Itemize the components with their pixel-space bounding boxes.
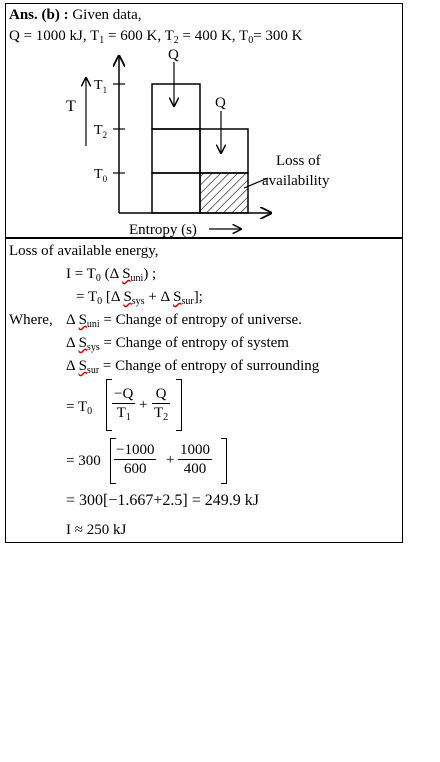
eq4-right-bracket: [221, 438, 227, 484]
rect-t0-base-left: [152, 173, 200, 213]
eq-irreversibility: $I = T_0$ (Δ $S_{uni}$) ;: [66, 266, 157, 284]
hatched-loss-area: [200, 173, 248, 213]
given-values: [9, 27, 303, 45]
heat-label-2: Q: [215, 95, 226, 111]
loss-label-line2: availability: [262, 173, 330, 189]
eq3-fraction-2: $\frac{Q}{T_2}$: [154, 386, 169, 423]
eq3-plus: +: [139, 397, 148, 413]
loss-label-line1: Loss of: [276, 153, 321, 169]
tick-label-t1: $T_1$: [94, 78, 108, 95]
solution-intro: Loss of available energy,: [9, 243, 159, 259]
rect-t1-t2: [152, 84, 200, 129]
rect-t2-t0-right: [200, 129, 248, 173]
eq-entropy-sum: = $T_0$ [Δ $S_{sys} + \Delta$ $S_{sur}$];: [76, 289, 203, 307]
eq4-prefix: = 300: [66, 453, 101, 469]
where-label: Where,: [9, 312, 53, 328]
definition-sur: Δ $S_{sur}$ = Change of entropy of surrounding: [66, 358, 320, 376]
given-t0: $T_0= 300$ K: [239, 28, 303, 46]
eq4-plus: +: [166, 452, 175, 468]
given-data-panel: [5, 3, 403, 238]
given-t1: $T_1 = 600$ K,: [90, 28, 162, 46]
eq3-fraction-1: $\frac{-Q}{T_1}$: [114, 386, 134, 423]
definition-uni: Δ $S_{uni}$ = Change of entropy of universe.: [66, 312, 302, 330]
rect-t2-t0-left: [152, 129, 200, 173]
tick-label-t0: $T_0$: [94, 167, 108, 184]
given-q: Q = 1000 kJ,: [9, 28, 87, 44]
answer-heading: [9, 6, 141, 24]
answer-label: Ans. (b) :: [9, 7, 69, 23]
x-axis-label: Entropy (s): [129, 222, 197, 238]
solution-panel: [5, 238, 403, 543]
heat-label-1: Q: [168, 48, 179, 63]
given-t2: $T_2 = 400$ K,: [164, 28, 236, 46]
tick-label-t2: $T_2$: [94, 123, 108, 140]
eq4-fraction-2: $\frac{1000}{400}$: [180, 442, 210, 477]
final-result: I ≈ 250 kJ: [66, 522, 127, 538]
eq4-fraction-1: $\frac{-1000}{600}$: [116, 442, 155, 477]
y-axis-label: T: [66, 98, 76, 115]
eq3-right-bracket: [176, 379, 182, 431]
answer-intro: Given data,: [72, 7, 142, 23]
ts-diagram: [6, 48, 402, 238]
definition-sys: Δ $S_{sys}$ = Change of entropy of system: [66, 335, 289, 353]
eq5-evaluation: = 300[−1.667+2.5] = 249.9 kJ: [66, 492, 259, 509]
eq3-prefix: = $T_0$: [66, 399, 93, 417]
